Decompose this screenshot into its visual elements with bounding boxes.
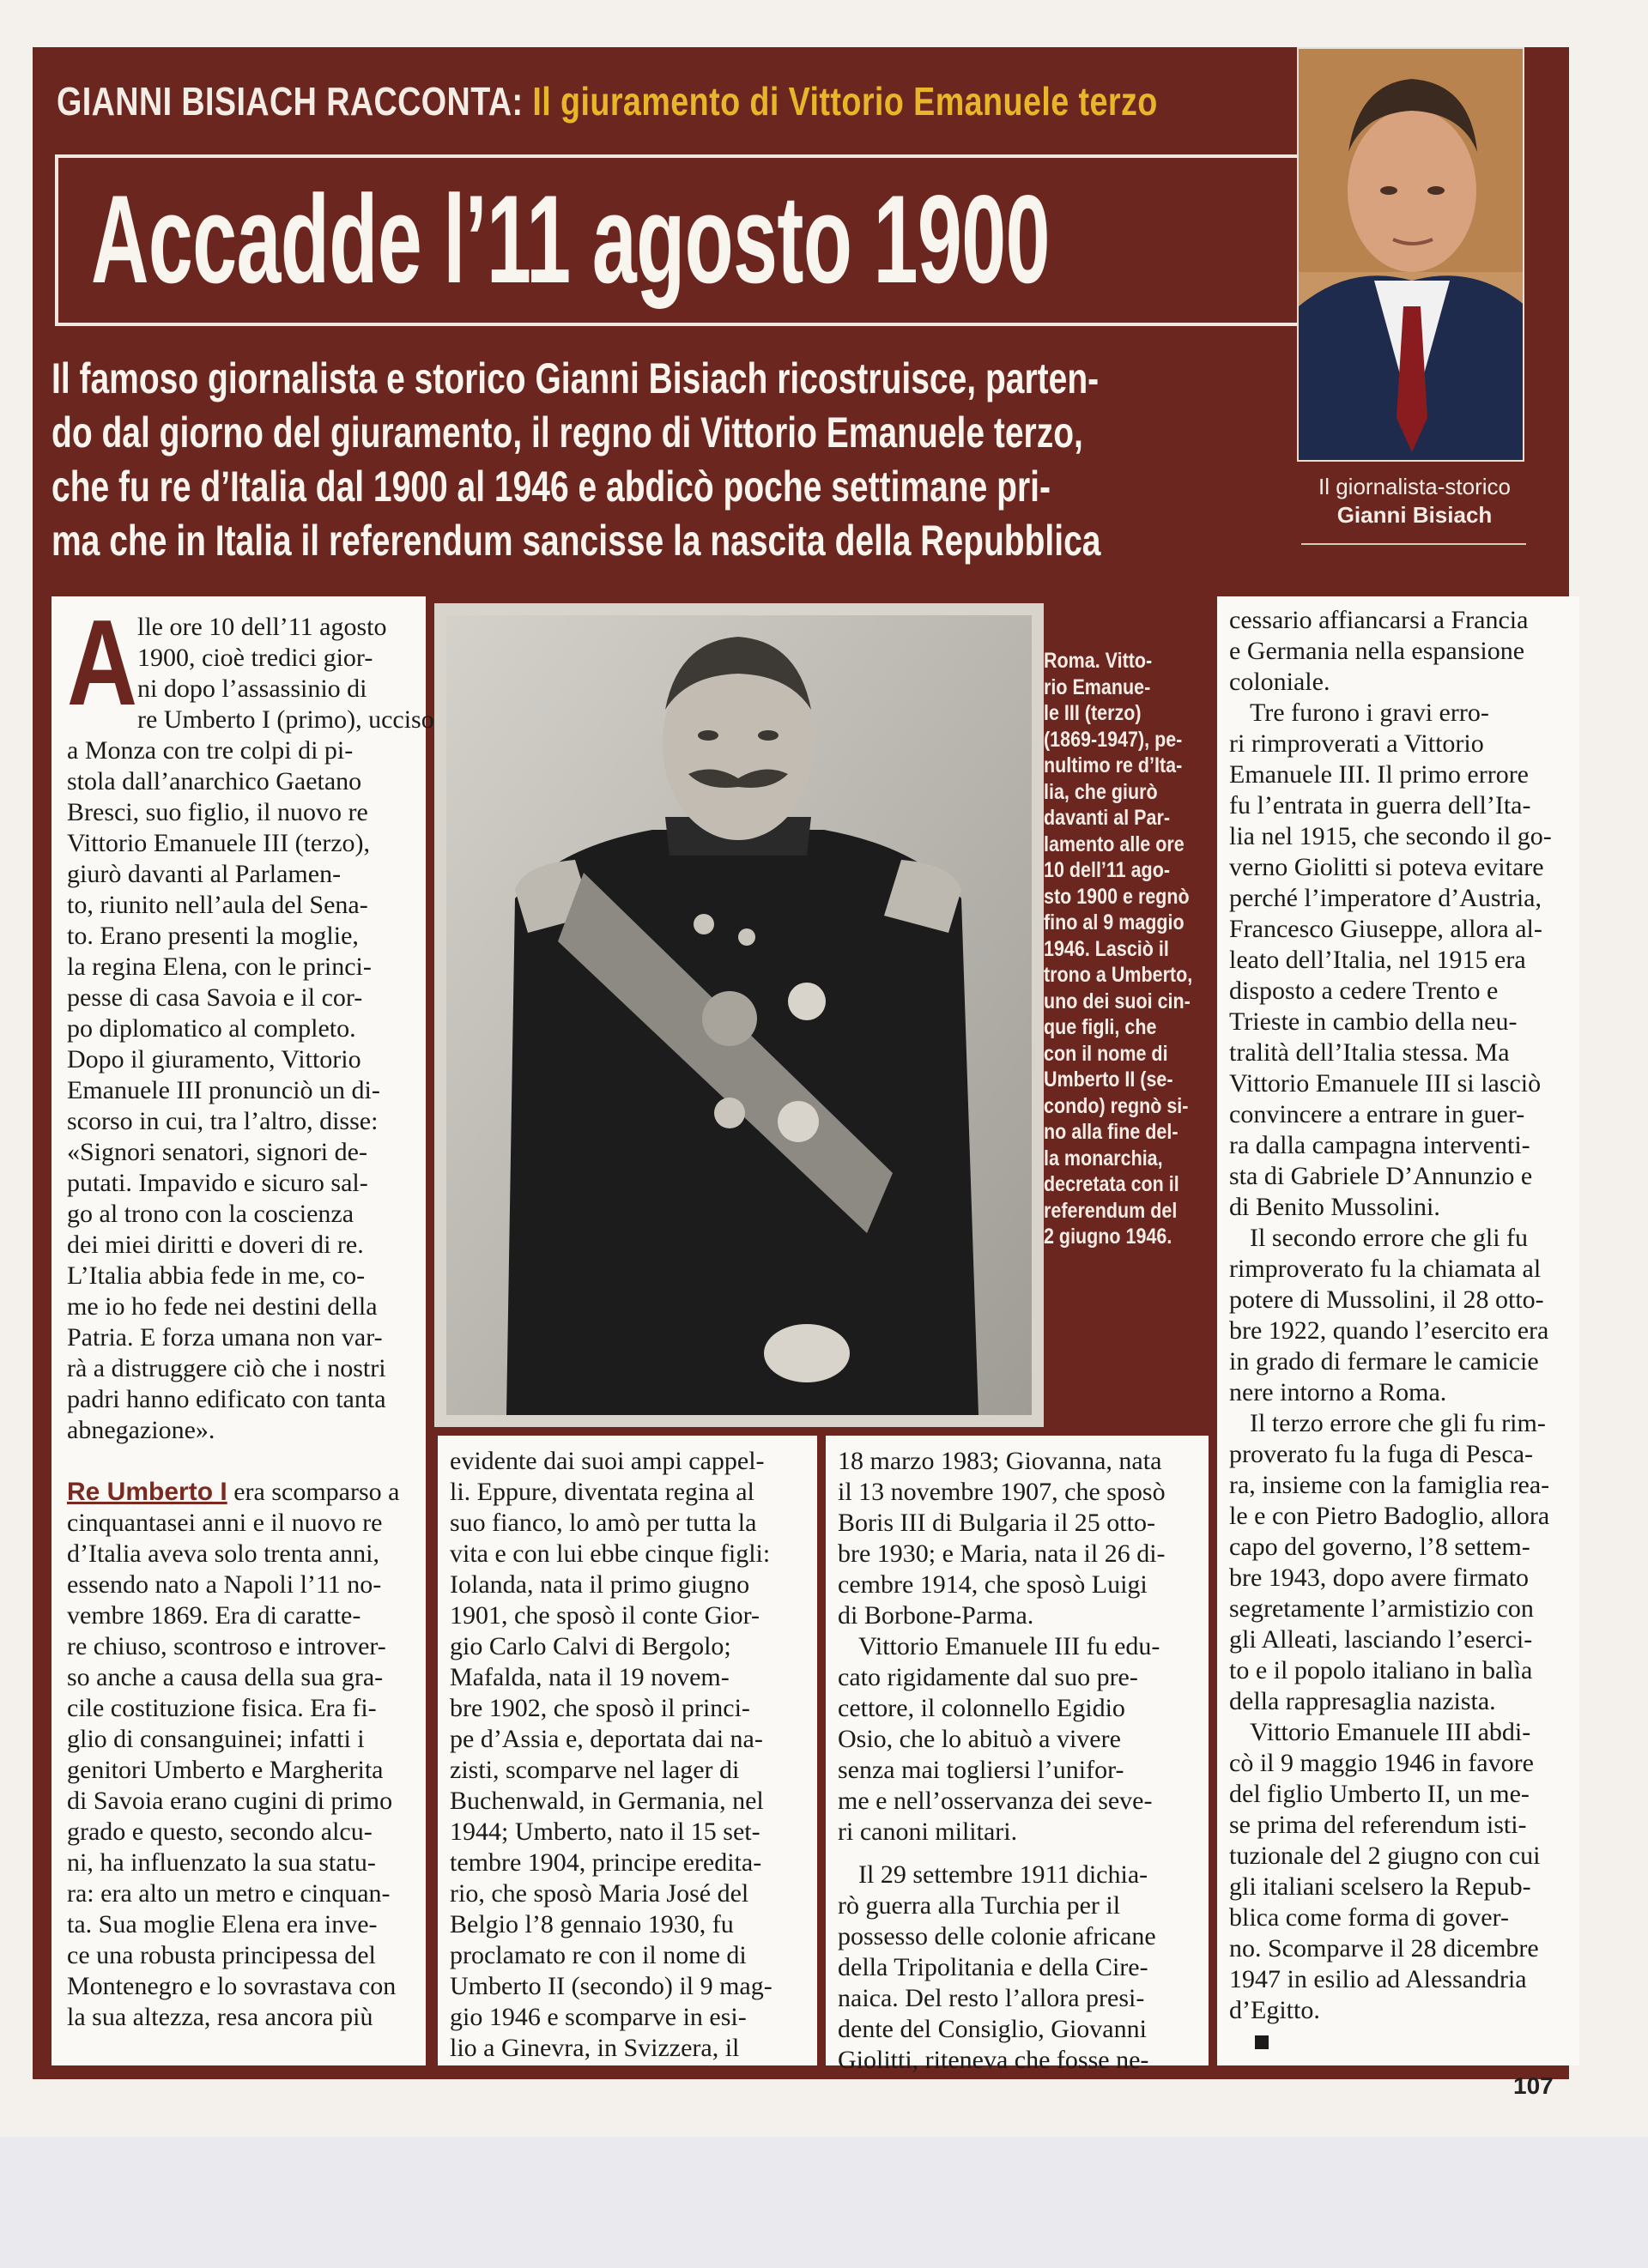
col2-line: vita e con lui ebbe cinque figli: — [450, 1539, 771, 1568]
col4-line: no. Scomparve il 28 dicembre — [1229, 1934, 1539, 1963]
col4-line: coloniale. — [1229, 668, 1330, 696]
col4-line: di Benito Mussolini. — [1229, 1193, 1440, 1221]
col3-line: rò guerra alla Turchia per il — [838, 1891, 1121, 1920]
subhead-re-umberto: Re Umberto I — [67, 1478, 227, 1506]
col1-line: Vittorio Emanuele III (terzo), — [67, 829, 371, 857]
col2-line: Mafalda, nata il 19 novem- — [450, 1663, 730, 1691]
col3-line: dente del Consiglio, Giovanni — [838, 2015, 1147, 2043]
headline-box — [55, 154, 1301, 326]
col1-line: lle ore 10 dell’11 agosto — [137, 613, 387, 641]
col1-line: glio di consanguinei; infatti i — [67, 1725, 365, 1753]
col2-line: Belgio l’8 gennaio 1930, fu — [450, 1910, 734, 1938]
col4-line: ra dalla campagna interventi- — [1229, 1131, 1530, 1159]
col4-line: potere di Mussolini, il 28 otto- — [1229, 1285, 1544, 1314]
col1-line: genitori Umberto e Margherita — [67, 1756, 384, 1784]
col2-line: pe d’Assia e, deportata dai na- — [450, 1725, 763, 1753]
col1-text: era scomparso a — [227, 1478, 400, 1506]
col3-line: Il 29 settembre 1911 dichia- — [858, 1860, 1148, 1889]
author-portrait — [1297, 47, 1524, 462]
col3-paragraph-2 — [838, 1631, 1197, 1848]
col4-line: bre 1943, dopo avere firmato — [1229, 1563, 1530, 1592]
col4-line: Trieste in cambio della neu- — [1229, 1007, 1518, 1036]
col4-line: Il terzo errore che gli fu rim- — [1250, 1409, 1546, 1437]
col4-line: proverato fu la fuga di Pesca- — [1229, 1440, 1534, 1468]
caption-line: con il nome di — [1044, 1041, 1168, 1066]
column-1 — [52, 595, 434, 2065]
portrait-divider — [1301, 543, 1526, 545]
caption-line: (1869-1947), pe- — [1044, 727, 1183, 752]
col4-line: Emanuele III. Il primo errore — [1229, 760, 1529, 789]
col1-line: re Umberto I (primo), ucciso — [137, 705, 434, 734]
col1-line: Bresci, suo figlio, il nuovo re — [67, 798, 368, 826]
col3-line: di Borbone-Parma. — [838, 1601, 1034, 1630]
col4-line: bre 1922, quando l’esercito era — [1229, 1316, 1549, 1345]
col4-paragraph-5 — [1229, 1717, 1567, 2026]
col4-paragraph-4 — [1229, 1408, 1567, 1717]
caption-line: trono a Umberto, — [1044, 963, 1193, 987]
col2-line: zisti, scomparve nel lager di — [450, 1756, 740, 1784]
col4-line: nere intorno a Roma. — [1229, 1378, 1447, 1406]
col1-line: rà a distruggere ciò che i nostri — [67, 1354, 386, 1382]
kicker-author: GIANNI BISIACH RACCONTA: — [57, 79, 524, 124]
col2-line: suo fianco, lo amò per tutta la — [450, 1509, 757, 1537]
headline: Accadde l’11 agosto 1900 — [91, 169, 1050, 309]
col4-line: del figlio Umberto II, un me- — [1229, 1780, 1530, 1808]
caption-line: 10 dell’11 ago- — [1044, 858, 1170, 882]
col1-line: Emanuele III pronunciò un di- — [67, 1076, 380, 1104]
col2-paragraph — [450, 1446, 805, 2064]
col3-line: cato rigidamente dal suo pre- — [838, 1663, 1138, 1691]
col4-line: 1947 in esilio ad Alessandria — [1229, 1965, 1527, 1993]
col1-line: la regina Elena, con le princi- — [67, 953, 372, 981]
column-2 — [438, 1436, 817, 2065]
portrait-caption-role: Il giornalista-storico — [1318, 474, 1511, 499]
column-4 — [1217, 596, 1579, 2065]
col3-line: ri canoni militari. — [838, 1817, 1018, 1846]
col4-line: se prima del referendum isti- — [1229, 1811, 1527, 1839]
col4-line: tralità dell’Italia stessa. Ma — [1229, 1038, 1510, 1067]
col1-line: di Savoia erano cugini di primo — [67, 1787, 393, 1815]
col1-line: putati. Impavido e sicuro sal- — [67, 1169, 368, 1197]
portrait-caption-name: Gianni Bisiach — [1336, 502, 1493, 528]
col4-line: lia nel 1915, che secondo il go- — [1229, 822, 1552, 850]
deck-line: che fu re d’Italia dal 1900 al 1946 e abdicò poche settimane pri- — [52, 463, 1051, 511]
col1-line: ta. Sua moglie Elena era inve- — [67, 1910, 378, 1938]
col3-line: il 13 novembre 1907, che sposò — [838, 1478, 1166, 1506]
col2-line: evidente dai suoi ampi cappel- — [450, 1447, 765, 1475]
col1-line: la sua altezza, resa ancora più — [67, 2003, 373, 2031]
col2-line: gio Carlo Calvi di Bergolo; — [450, 1632, 731, 1660]
col4-line: segretamente l’armistizio con — [1229, 1594, 1534, 1623]
caption-line: nultimo re d’Ita- — [1044, 753, 1183, 777]
col1-line: ce una robusta principessa del — [67, 1941, 376, 1969]
col2-line: Iolanda, nata il primo giugno — [450, 1570, 750, 1599]
col1-line: padri hanno edificato con tanta — [67, 1385, 386, 1413]
article-frame — [33, 47, 1569, 2079]
col1-line: Patria. E forza umana non var- — [67, 1323, 383, 1352]
col4-line: d’Egitto. — [1229, 1996, 1320, 2024]
col4-line: gli italiani scelsero la Repub- — [1229, 1872, 1531, 1901]
col1-line: d’Italia aveva solo trenta anni, — [67, 1539, 380, 1568]
caption-line: 1946. Lasciò il — [1044, 936, 1169, 961]
col4-line: cessario affiancarsi a Francia — [1229, 606, 1529, 634]
col4-line: tuzionale del 2 giugno con cui — [1229, 1842, 1541, 1870]
col3-line: 18 marzo 1983; Giovanna, nata — [838, 1447, 1162, 1475]
col3-paragraph-3 — [838, 1860, 1197, 2076]
col4-line: perché l’imperatore d’Austria, — [1229, 884, 1542, 912]
col3-line: possesso delle colonie africane — [838, 1922, 1156, 1950]
col4-line: Vittorio Emanuele III abdi- — [1250, 1718, 1531, 1746]
col2-line: Buchenwald, in Germania, nel — [450, 1787, 764, 1815]
col1-line: to. Erano presenti la moglie, — [67, 922, 359, 950]
col1-line: ni dopo l’assassinio di — [137, 674, 367, 703]
caption-line: no alla fine del- — [1044, 1120, 1178, 1144]
col1-line: Montenegro e lo sovrastava con — [67, 1972, 397, 2000]
portrait-illustration — [1299, 49, 1524, 462]
caption-line: le III (terzo) — [1044, 701, 1142, 725]
caption-line: lia, che giurò — [1044, 779, 1158, 804]
col3-line: cembre 1914, che sposò Luigi — [838, 1570, 1148, 1599]
col2-line: bre 1902, che sposò il princi- — [450, 1694, 750, 1722]
col4-line: fu l’entrata in guerra dell’Ita- — [1229, 791, 1531, 820]
page-number: 107 — [1513, 2072, 1554, 2099]
col1-line: vembre 1869. Era di caratte- — [67, 1601, 361, 1630]
col4-line: Vittorio Emanuele III si lasciò — [1229, 1069, 1542, 1098]
col1-line: giurò davanti al Parlamen- — [67, 860, 342, 888]
col4-line: gli Alleati, lasciando l’eserci- — [1229, 1625, 1533, 1654]
caption-line: lamento alle ore — [1044, 832, 1184, 856]
col4-line: cò il 9 maggio 1946 in favore — [1229, 1749, 1534, 1777]
col3-line: cettore, il colonnello Egidio — [838, 1694, 1125, 1722]
col1-line: cinquantasei anni e il nuovo re — [67, 1509, 383, 1537]
col4-line: in grado di fermare le camicie — [1229, 1347, 1539, 1376]
col1-line: to, riunito nell’aula del Sena- — [67, 891, 368, 919]
col1-line: L’Italia abbia fede in me, co- — [67, 1261, 366, 1290]
col1-line: re chiuso, scontroso e introver- — [67, 1632, 386, 1660]
col2-line: proclamato re con il nome di — [450, 1941, 747, 1969]
col3-line: me e nell’osservanza dei seve- — [838, 1787, 1153, 1815]
col2-line: Umberto II (secondo) il 9 mag- — [450, 1972, 772, 2000]
col4-line: ri rimproverati a Vittorio — [1229, 729, 1484, 758]
col1-line: so anche a causa della sua gra- — [67, 1663, 384, 1691]
col3-line: Vittorio Emanuele III fu edu- — [858, 1632, 1160, 1660]
caption-line: Roma. Vitto- — [1044, 649, 1153, 673]
col3-paragraph-1 — [838, 1446, 1197, 1631]
col4-paragraph-3 — [1229, 1223, 1567, 1408]
col4-line: disposto a cedere Trento e — [1229, 977, 1499, 1005]
kicker-topic: Il giuramento di Vittorio Emanuele terzo — [532, 79, 1158, 124]
deck-line: Il famoso giornalista e storico Gianni Bisiach ricostruisce, parten- — [52, 354, 1100, 402]
col4-line: Il secondo errore che gli fu — [1250, 1224, 1529, 1252]
col2-line: tembre 1904, principe eredita- — [450, 1848, 762, 1877]
col1-line: ni, ha influenzato la sua statu- — [67, 1848, 376, 1877]
col4-line: to e il popolo italiano in balìa — [1229, 1656, 1533, 1684]
caption-line: decretata con il — [1044, 1172, 1179, 1196]
photo-caption — [1044, 648, 1212, 1250]
drop-cap: A — [67, 595, 138, 731]
caption-line: sto 1900 e regnò — [1044, 884, 1190, 909]
col4-line: leato dell’Italia, nel 1915 era — [1229, 946, 1526, 974]
col4-line: ra, insieme con la famiglia rea- — [1229, 1471, 1550, 1499]
col4-paragraph-2 — [1229, 698, 1567, 1223]
deck-line: do dal giorno del giuramento, il regno di Vittorio Emanuele terzo, — [52, 408, 1083, 457]
col4-line: blica come forma di gover- — [1229, 1903, 1509, 1932]
scan-margin — [0, 2137, 1648, 2268]
col4-line: Tre furono i gravi erro- — [1250, 699, 1489, 727]
king-photo — [434, 603, 1044, 1427]
col4-line: capo del governo, l’8 settem- — [1229, 1533, 1530, 1561]
col3-line: della Tripolitania e della Cire- — [838, 1953, 1148, 1981]
col2-line: lio a Ginevra, in Svizzera, il — [450, 2034, 740, 2062]
col4-line: verno Giolitti si poteva evitare — [1229, 853, 1544, 881]
col4-line: Francesco Giuseppe, allora al- — [1229, 915, 1542, 943]
col4-line: convincere a entrare in guer- — [1229, 1100, 1525, 1128]
col1-line: me io ho fede nei destini della — [67, 1292, 378, 1321]
caption-line: condo) regnò si- — [1044, 1093, 1189, 1118]
col1-line: stola dall’anarchico Gaetano — [67, 767, 362, 795]
col1-line: Dopo il giuramento, Vittorio — [67, 1045, 361, 1074]
caption-line: referendum del — [1044, 1198, 1178, 1223]
caption-line: uno dei suoi cin- — [1044, 989, 1191, 1013]
col4-line: sta di Gabriele D’Annunzio e — [1229, 1162, 1533, 1190]
col4-line: della rappresaglia nazista. — [1229, 1687, 1496, 1715]
end-mark — [1255, 2035, 1269, 2049]
col4-line: rimproverato fu la chiamata al — [1229, 1255, 1542, 1283]
caption-line: rio Emanue- — [1044, 674, 1151, 699]
col1-line: scorso in cui, tra l’altro, disse: — [67, 1107, 379, 1135]
col1-line: a Monza con tre colpi di pi- — [67, 736, 354, 765]
col1-line: ra: era alto un metro e cinquan- — [67, 1879, 391, 1908]
col4-paragraph-1 — [1229, 605, 1567, 698]
portrait-caption — [1286, 473, 1543, 529]
col1-line: po diplomatico al completo. — [67, 1014, 356, 1043]
col1-line: abnegazione». — [67, 1416, 215, 1444]
col1-line: 1900, cioè tredici gior- — [137, 644, 373, 672]
deck-line: ma che in Italia il referendum sancisse la nascita della Repubblica — [52, 517, 1101, 565]
deck — [52, 352, 1305, 568]
caption-line: 2 giugno 1946. — [1044, 1225, 1172, 1249]
col3-line: senza mai togliersi l’unifor- — [838, 1756, 1124, 1784]
col3-line: naica. Del resto l’allora presi- — [838, 1984, 1145, 2012]
col2-line: li. Eppure, diventata regina al — [450, 1478, 754, 1506]
col3-line: Giolitti, riteneva che fosse ne- — [838, 2046, 1149, 2074]
col1-subhead-line — [67, 1477, 410, 1508]
col2-line: gio 1946 e scomparve in esi- — [450, 2003, 747, 2031]
col1-paragraph-2-body — [67, 1508, 410, 2033]
col3-line: bre 1930; e Maria, nata il 26 di- — [838, 1539, 1166, 1568]
col1-line: dei miei diritti e doveri di re. — [67, 1231, 364, 1259]
col1-paragraph-2 — [67, 1477, 410, 2033]
col2-line: 1944; Umberto, nato il 15 set- — [450, 1817, 760, 1846]
column-3 — [826, 1436, 1209, 2074]
col1-line: grado e questo, secondo alcu- — [67, 1817, 373, 1846]
col2-line: 1901, che sposò il conte Gior- — [450, 1601, 760, 1630]
caption-line: davanti al Par- — [1044, 806, 1170, 830]
kicker — [57, 78, 1158, 124]
col1-line: pesse di casa Savoia e il cor- — [67, 983, 363, 1012]
col3-line: Boris III di Bulgaria il 25 otto- — [838, 1509, 1155, 1537]
col3-line: Osio, che lo abituò a vivere — [838, 1725, 1121, 1753]
col2-line: rio, che sposò Maria José del — [450, 1879, 749, 1908]
caption-line: la monarchia, — [1044, 1146, 1163, 1170]
col1-paragraph-1 — [67, 595, 434, 1446]
photo-inner — [446, 615, 1032, 1415]
king-portrait-illustration — [446, 615, 1032, 1415]
col4-line: le e con Pietro Badoglio, allora — [1229, 1502, 1550, 1530]
caption-line: que figli, che — [1044, 1015, 1157, 1039]
col1-line: «Signori senatori, signori de- — [67, 1138, 367, 1166]
col1-line: essendo nato a Napoli l’11 no- — [67, 1570, 382, 1599]
caption-line: Umberto II (se- — [1044, 1067, 1173, 1092]
col1-line: go al trono con la coscienza — [67, 1200, 354, 1228]
caption-line: fino al 9 maggio — [1044, 910, 1184, 934]
col1-line: cile costituzione fisica. Era fi- — [67, 1694, 377, 1722]
col4-line: e Germania nella espansione — [1229, 637, 1525, 665]
